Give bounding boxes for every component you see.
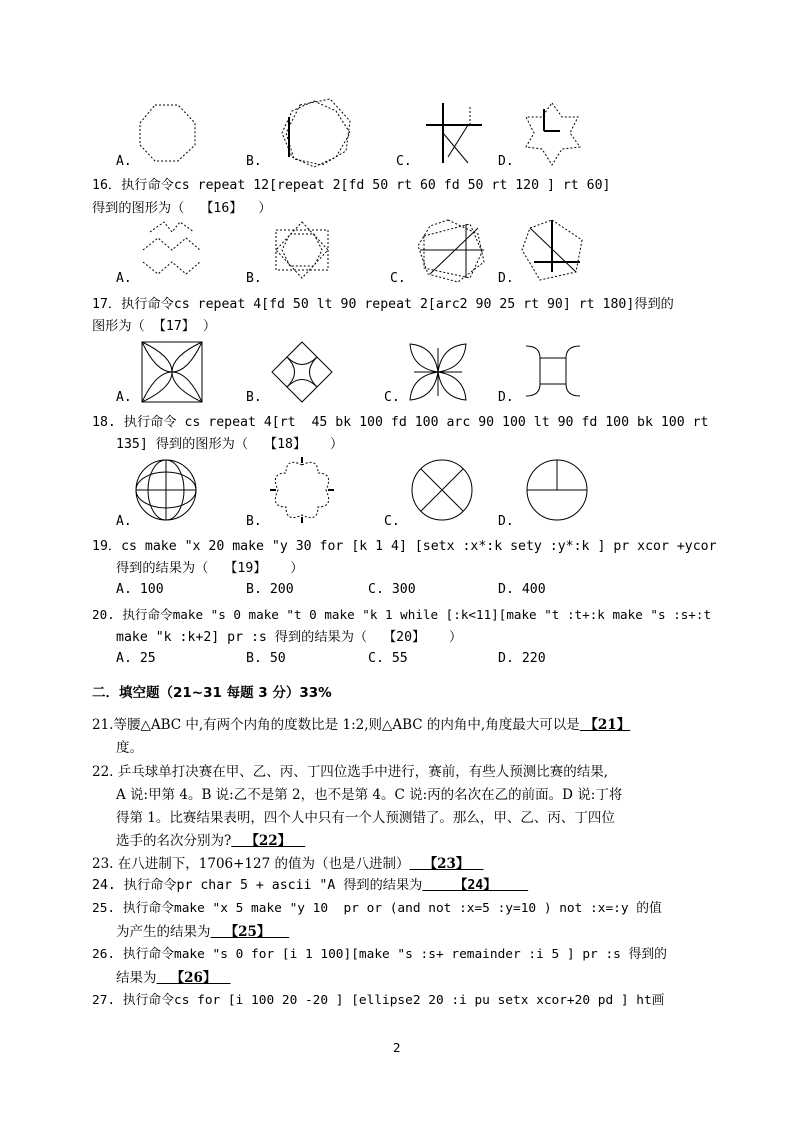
q16-figure-c xyxy=(418,220,484,282)
q22-stem-text: 选手的名次分别为? xyxy=(116,833,232,849)
q18-stem-line2: 135] 得到的图形为（ 【18】 ） xyxy=(116,437,344,452)
q16-label-b: B. xyxy=(246,271,262,286)
section-2-heading: 二．填空题（21~31 每题 3 分）33% xyxy=(92,685,332,701)
q25-stem-text: 为产生的结果为 xyxy=(116,924,211,940)
q26-stem-line1: 26. 执行命令make "s 0 for [i 1 100][make "s :s+ remainder :i 5 ] pr :s 得到的 xyxy=(92,947,667,962)
q16-label-d: D. xyxy=(498,271,514,286)
q20-stem-line1: 20. 执行命令make "s 0 make "t 0 make "k 1 while [:k<11][make "t :t+:k make "s :s+:t xyxy=(92,607,712,622)
q18-figure-c xyxy=(412,460,472,520)
q17-figure-d xyxy=(526,346,580,396)
q15-label-d: D. xyxy=(498,154,514,169)
q19-option-a: A. 100 xyxy=(116,582,164,597)
q16-figure-d xyxy=(522,220,582,280)
q15-label-b: B. xyxy=(246,154,262,169)
q22-answer-blank[interactable]: 【22】 xyxy=(231,833,306,849)
q24-stem xyxy=(92,876,528,896)
q26-stem-text: 结果为 xyxy=(116,970,157,986)
q19-option-d: D. 400 xyxy=(498,582,546,597)
q20-option-a: A. 25 xyxy=(116,651,156,666)
q19-option-c: C. 300 xyxy=(368,582,416,597)
q18-figure-d xyxy=(527,460,587,520)
q20-stem-line2: make "k :k+2] pr :s 得到的结果为（ 【20】 ） xyxy=(116,630,463,645)
q23-stem xyxy=(92,854,484,874)
q17-figure-c xyxy=(410,344,466,400)
q22-stem-line1: 22. 乒乓球单打决赛在甲、乙、丙、丁四位选手中进行，赛前，有些人预测比赛的结果, xyxy=(92,764,609,780)
q21-stem-text: 21.等腰△ABC 中,有两个内角的度数比是 1:2,则△ABC 的内角中,角度最大可以是 xyxy=(92,717,580,733)
q16-stem-line1: 16．执行命令cs repeat 12[repeat 2[fd 50 rt 60 fd 50 rt 120 ] rt 60] xyxy=(92,178,611,193)
q16-label-c: C. xyxy=(390,271,406,286)
q15-figure-a xyxy=(140,105,195,161)
q20-option-b: B. 50 xyxy=(246,651,286,666)
q22-stem-line3: 得第 1。比赛结果表明，四个人中只有一个人预测错了。那么，甲、乙、丙、丁四位 xyxy=(116,810,615,826)
q17-stem-line1: 17．执行命令cs repeat 4[fd 50 lt 90 repeat 2[arc2 90 25 rt 90] rt 180]得到的 xyxy=(92,297,674,312)
q26-stem-line2 xyxy=(116,968,231,988)
q23-answer-blank[interactable]: 【23】 xyxy=(409,856,484,872)
q19-stem-line2: 得到的结果为（ 【19】 ） xyxy=(116,561,304,576)
q16-label-a: A. xyxy=(116,271,132,286)
q15-figure-b xyxy=(282,99,350,167)
q24-stem-text: 24. 执行命令pr char 5 + ascii "A 得到的结果为 xyxy=(92,878,423,893)
q18-label-c: C. xyxy=(384,514,400,529)
q15-label-c: C. xyxy=(396,154,412,169)
q15-figure-c xyxy=(426,103,482,163)
q18-label-b: B. xyxy=(246,514,262,529)
q18-label-a: A. xyxy=(116,514,132,529)
q18-figure-b xyxy=(270,457,334,523)
q16-figure-b xyxy=(276,222,328,278)
q17-figure-a xyxy=(142,342,202,402)
q17-label-b: B. xyxy=(246,390,262,405)
q17-label-a: A. xyxy=(116,390,132,405)
q18-label-d: D. xyxy=(498,514,514,529)
q26-answer-blank[interactable]: 【26】 xyxy=(156,970,231,986)
q18-stem-line1: 18. 执行命令 cs repeat 4[rt 45 bk 100 fd 100 arc 90 100 lt 90 fd 100 bk 100 rt xyxy=(92,415,709,430)
q21-stem-line1 xyxy=(92,715,630,735)
page-number: 2 xyxy=(393,1041,401,1055)
q16-figure-a xyxy=(143,222,200,274)
q16-stem-line2: 得到的图形为（ 【16】 ） xyxy=(92,201,272,216)
q19-option-b: B. 200 xyxy=(246,582,294,597)
q25-stem-line2 xyxy=(116,922,289,942)
q20-option-d: D. 220 xyxy=(498,651,546,666)
q21-stem-line2: 度。 xyxy=(116,740,143,756)
q22-stem-line4 xyxy=(116,831,305,851)
q20-option-c: C. 55 xyxy=(368,651,408,666)
q15-label-a: A. xyxy=(116,154,132,169)
q18-figure-a xyxy=(136,460,196,520)
q17-stem-line2: 图形为（ 【17】 ） xyxy=(92,319,217,334)
q17-label-d: D. xyxy=(498,390,514,405)
q25-stem-line1: 25. 执行命令make "x 5 make "y 10 pr or (and not :x=5 :y=10 ) not :x=:y 的值 xyxy=(92,901,662,916)
q21-answer-blank[interactable]: 【21】 xyxy=(579,717,631,733)
q19-stem-line1: 19．cs make "x 20 make "y 30 for [k 1 4] [setx :x*:k sety :y*:k ] pr xcor +ycor xyxy=(92,539,717,554)
q27-stem-line1: 27. 执行命令cs for [i 100 20 -20 ] [ellipse2 20 :i pu setx xcor+20 pd ] ht画 xyxy=(92,993,665,1008)
q15-figure-d xyxy=(526,103,580,165)
q24-answer-blank[interactable]: 【24】 xyxy=(422,878,529,893)
q23-stem-text: 23. 在八进制下，1706+127 的值为（也是八进制） xyxy=(92,856,410,872)
q17-figure-b xyxy=(272,342,332,402)
q17-label-c: C. xyxy=(384,390,400,405)
q25-answer-blank[interactable]: 【25】 xyxy=(210,924,290,940)
q22-stem-line2: A 说:甲第 4。B 说:乙不是第 2，也不是第 4。C 说:丙的名次在乙的前面。D 说:丁将 xyxy=(116,787,623,803)
